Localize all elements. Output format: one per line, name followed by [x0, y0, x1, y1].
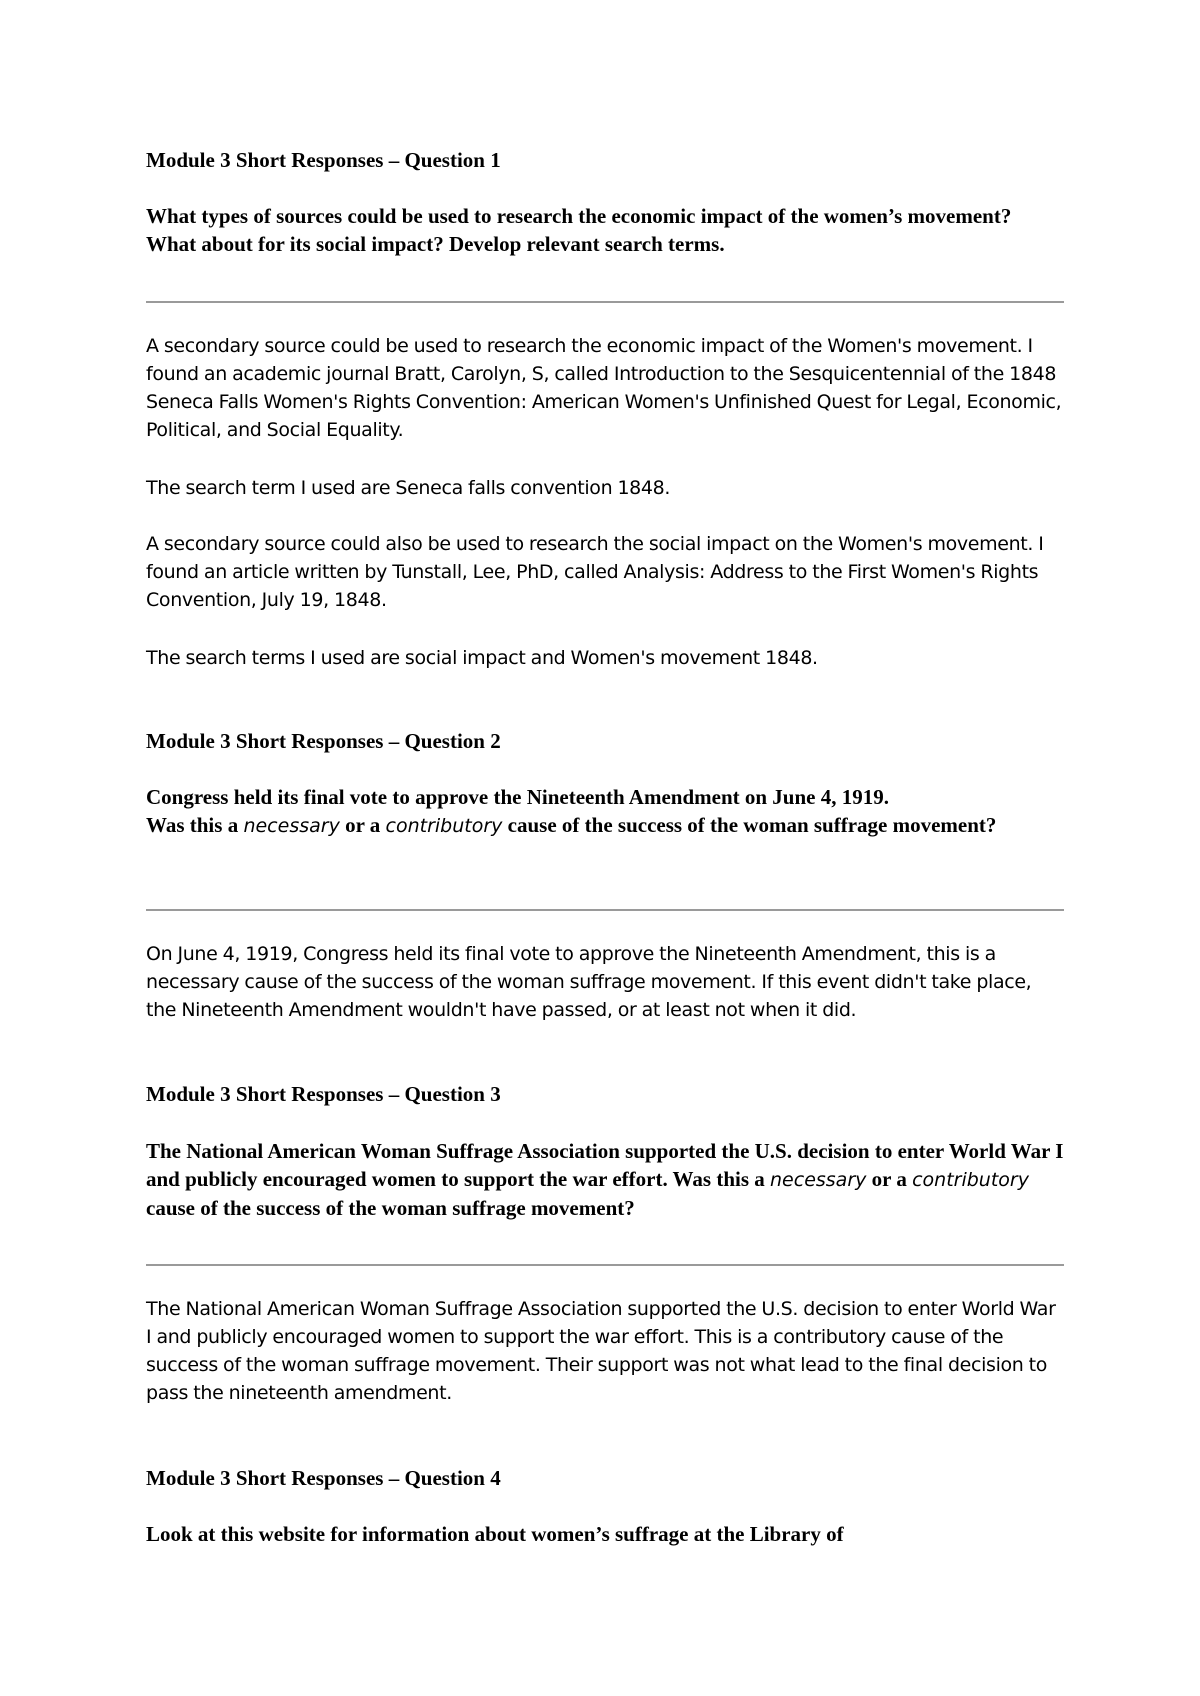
- question-q3-or-a: or a: [871, 1167, 907, 1191]
- answer-paragraph-q3-1: The National American Woman Suffrage Association supported the U.S. decision to enter World War I and publicly encouraged women to support the war effort. This is a contributory cause of the success of the woman suffrage movement. Their support was not what lead to the final decision to pass the nineteenth amendment.: [146, 1298, 1056, 1404]
- question-text-q2: [146, 783, 1064, 840]
- question-q2-line1: Congress held its final vote to approve the Nineteenth Amendment on June 4, 1919.: [146, 785, 889, 809]
- question-q3-rest: cause of the success of the woman suffrage movement?: [146, 1196, 635, 1220]
- divider-q3: [146, 1264, 1064, 1266]
- answer-paragraph-q1-3: A secondary source could also be used to research the social impact on the Women's movement. I found an article written by Tunstall, Lee, PhD, called Analysis: Address to the First Women's Rights Convention, July 19, 1848.: [146, 533, 1044, 611]
- section-heading-q1: Module 3 Short Responses – Question 1: [146, 148, 501, 172]
- divider-q1: [146, 301, 1064, 303]
- section-heading-q4: Module 3 Short Responses – Question 4: [146, 1466, 501, 1490]
- answer-paragraph-q1-2: The search term I used are Seneca falls convention 1848.: [146, 477, 671, 499]
- question-text-q4: Look at this website for information about women’s suffrage at the Library of: [146, 1522, 844, 1546]
- divider-q2: [146, 909, 1064, 911]
- question-q2-or-a: or a: [345, 813, 381, 837]
- question-q2-necessary: necessary: [243, 815, 340, 837]
- question-q3-line1: The National American Woman Suffrage Association supported the U.S. decision to enter World War I and publicly encouraged women to support the war effort. Was this a: [146, 1139, 1064, 1191]
- section-heading-q2: Module 3 Short Responses – Question 2: [146, 729, 501, 753]
- question-q2-contributory: contributory: [385, 815, 503, 837]
- question-q2-rest: cause of the success of the woman suffrage movement?: [507, 813, 997, 837]
- answer-paragraph-q2-1: On June 4, 1919, Congress held its final vote to approve the Nineteenth Amendment, this is a necessary cause of the success of the woman suffrage movement. If this event didn't take place, the Nineteenth Amendment wouldn't have passed, or at least not when it did.: [146, 943, 1032, 1021]
- answer-paragraph-q1-1: A secondary source could be used to research the economic impact of the Women's movement. I found an academic journal Bratt, Carolyn, S, called Introduction to the Sesquicentennial of the 1848 Seneca Falls Women's Rights Convention: American Women's Unfinished Quest for Legal, Economic, Political, and Social Equality.: [146, 335, 1062, 441]
- question-text-q1: What types of sources could be used to research the economic impact of the women’s movement? What about for its social impact? Develop relevant search terms.: [146, 204, 1012, 256]
- question-q3-necessary: necessary: [770, 1169, 867, 1191]
- answer-paragraph-q1-4: The search terms I used are social impact and Women's movement 1848.: [146, 647, 818, 669]
- question-q3-contributory: contributory: [912, 1169, 1029, 1191]
- section-heading-q3: Module 3 Short Responses – Question 3: [146, 1082, 501, 1106]
- question-text-q3: [146, 1137, 1064, 1222]
- question-q2-was-this-a: Was this a: [146, 813, 239, 837]
